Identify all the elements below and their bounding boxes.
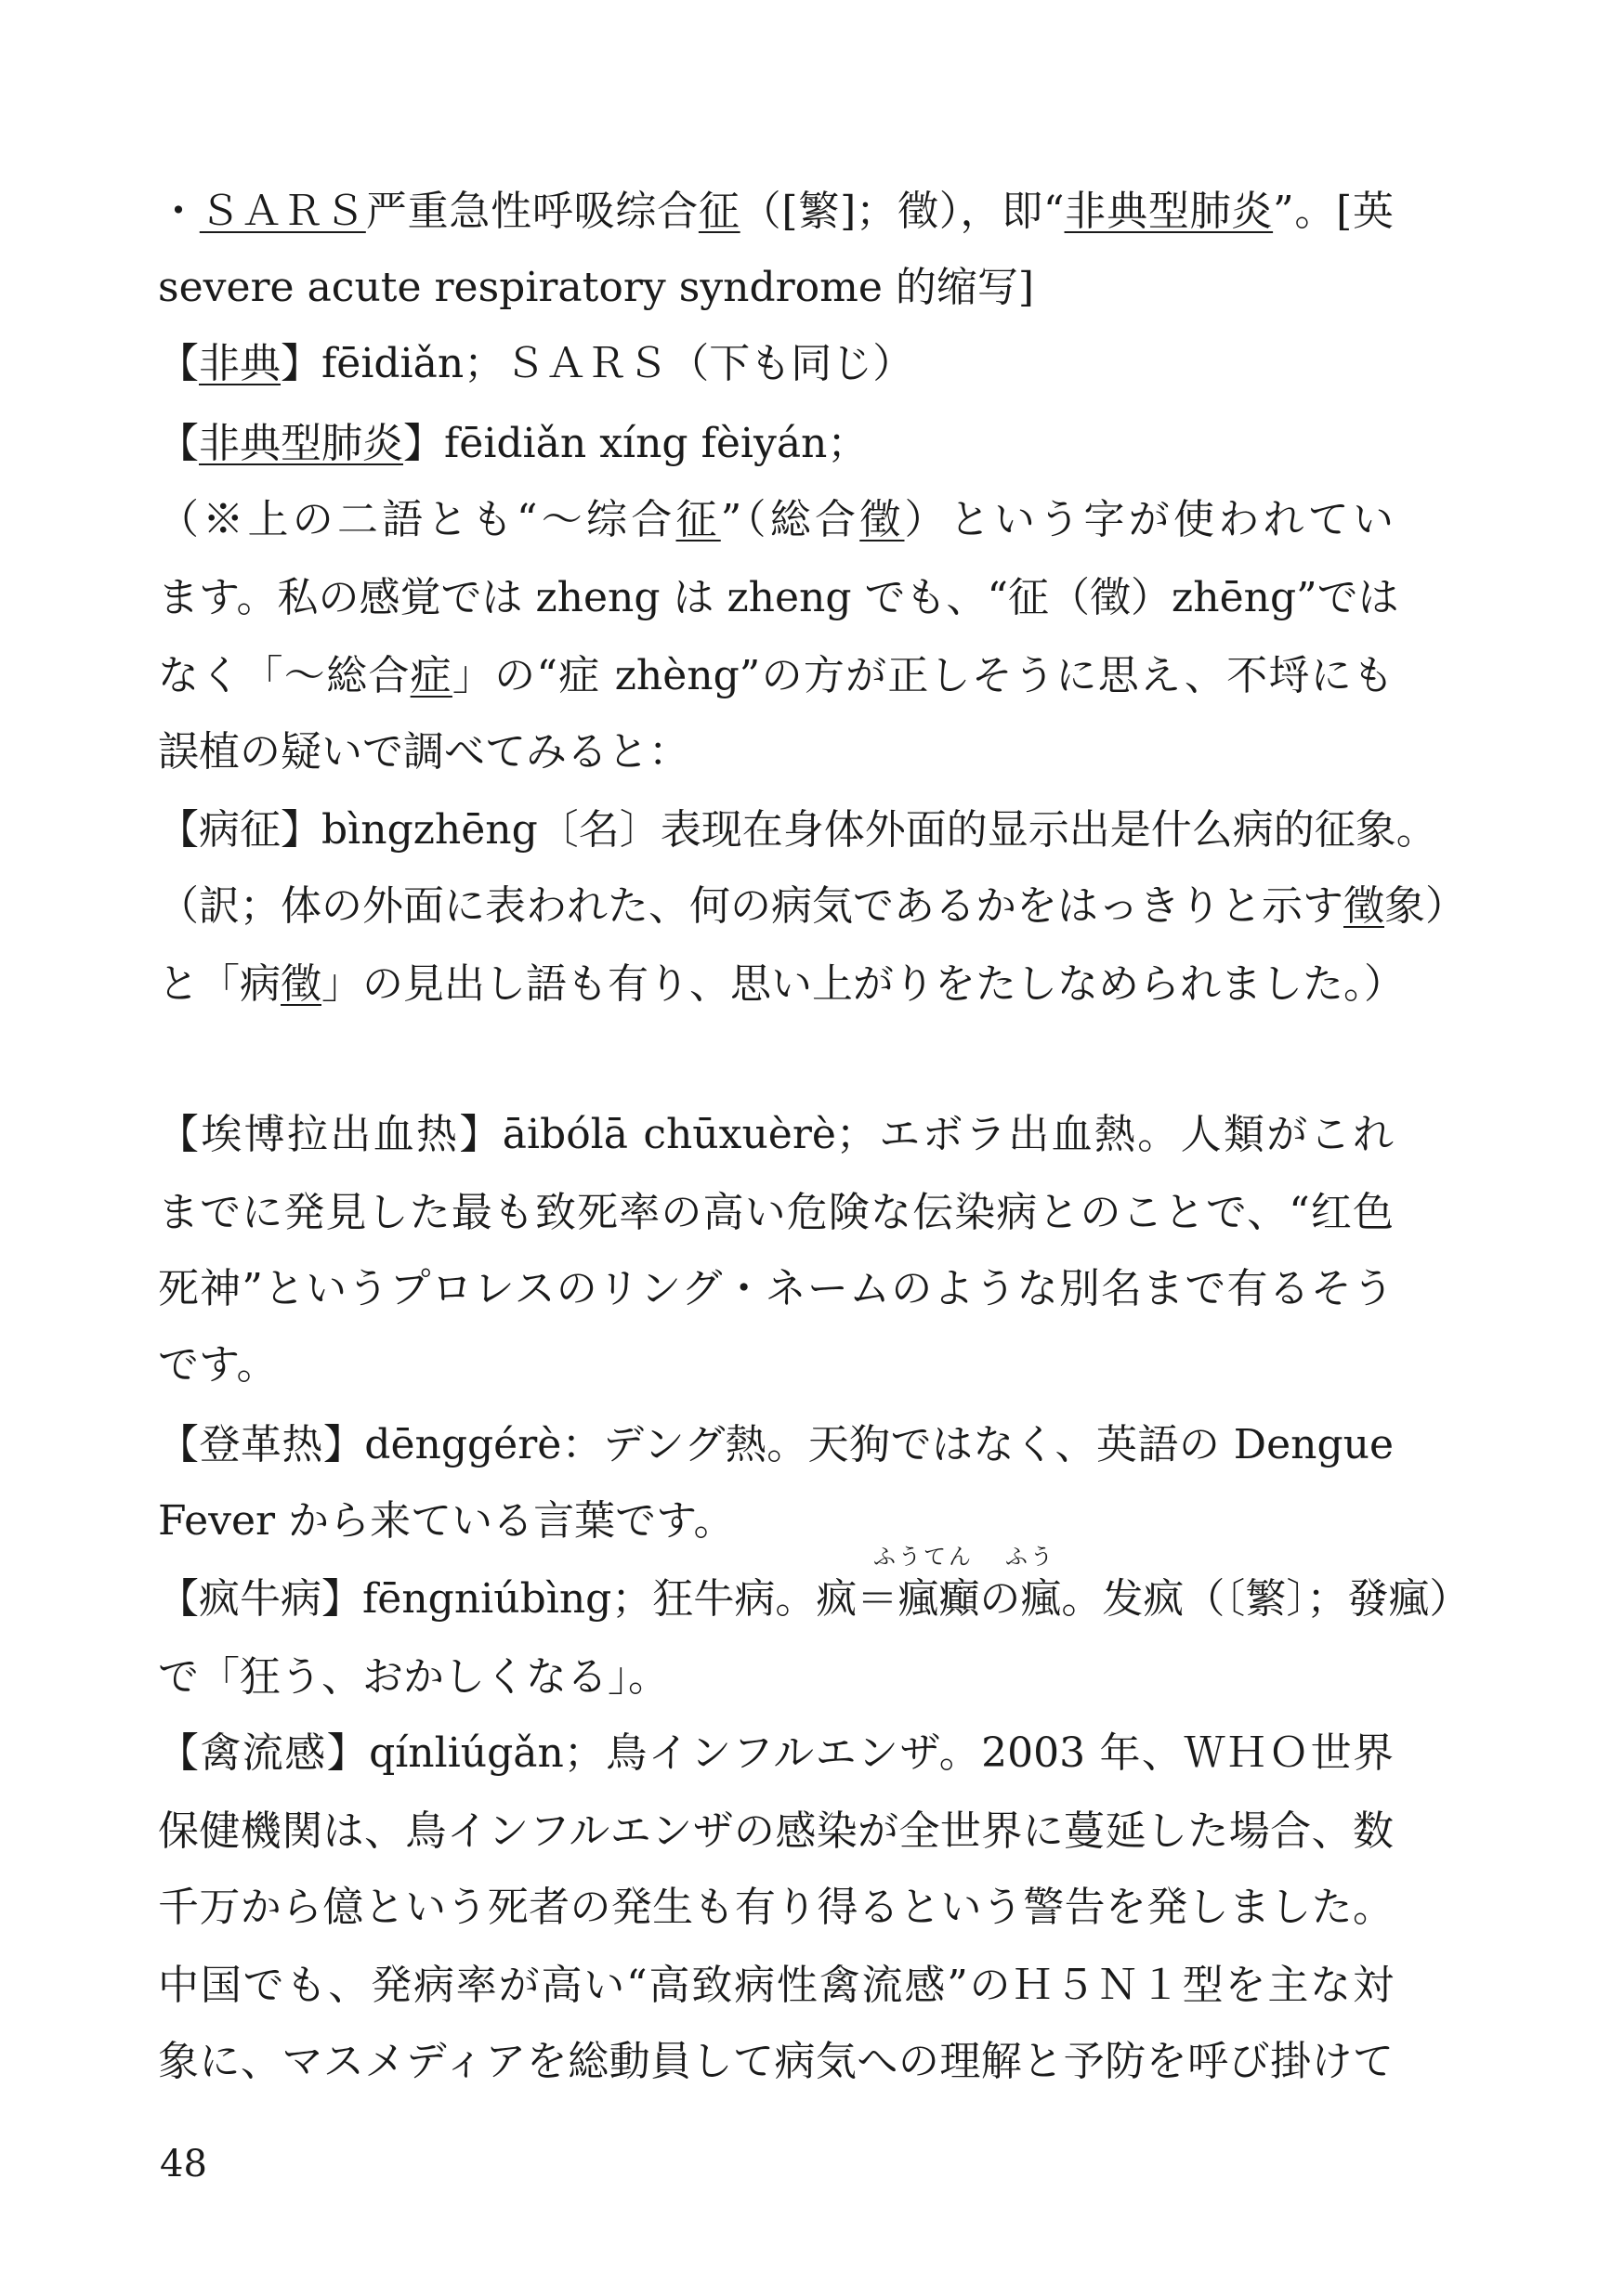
text-line bbox=[158, 1185, 1394, 1241]
text-run: 【登革热】dēnggérè：デング熱。天狗ではなく、英語の Dengue bbox=[158, 1421, 1394, 1468]
text-run: Fever から来ている言葉です。 bbox=[158, 1497, 735, 1545]
text-run: （※上の二語とも“～综合 bbox=[158, 496, 676, 543]
text-run: ”（総合 bbox=[720, 496, 860, 543]
text-run: 死神”というプロレスのリング・ネームのような別名まで有るそう bbox=[158, 1265, 1394, 1312]
text-line bbox=[158, 492, 1394, 548]
text-run: 】fēidiǎn xíng fèiyán； bbox=[403, 420, 869, 467]
text-line bbox=[158, 1417, 1394, 1473]
text-line bbox=[158, 1726, 1394, 1781]
text-line bbox=[158, 1804, 1394, 1859]
ruby-fuu: ふう bbox=[1005, 1544, 1055, 1570]
text-run: 象に、マスメディアを総動員して病気への理解と予防を呼び掛けて bbox=[158, 2038, 1394, 2085]
text-line bbox=[158, 2034, 1394, 2090]
underlined-term: 征 bbox=[675, 496, 721, 543]
text-run: 【 bbox=[158, 340, 199, 387]
text-line bbox=[158, 802, 1437, 858]
text-line bbox=[158, 879, 1466, 934]
underlined-term: 非典型肺炎 bbox=[199, 420, 403, 467]
text-run: 保健機関は、鳥インフルエンザの感染が全世界に蔓延した場合、数 bbox=[158, 1807, 1394, 1855]
text-run: 千万から億という死者の発生も有り得るという警告を発しました。 bbox=[158, 1884, 1394, 1931]
underlined-term: ＳＡＲＳ bbox=[199, 188, 366, 235]
text-run: なく「～総合 bbox=[158, 652, 411, 699]
text-run: 】fēidiǎn；ＳＡＲＳ（下も同じ） bbox=[281, 340, 914, 387]
text-run: までに発見した最も致死率の高い危険な伝染病とのことで、“红色 bbox=[158, 1189, 1394, 1236]
underlined-term: 徵 bbox=[281, 960, 321, 1008]
text-line bbox=[158, 1337, 1394, 1393]
text-run: 【埃博拉出血热】āibólā chūxuèrè；エボラ出血熱。人類がこれ bbox=[158, 1111, 1394, 1158]
text-line bbox=[158, 416, 1394, 472]
text-line bbox=[158, 1880, 1394, 1936]
text-line bbox=[158, 957, 1405, 1012]
text-line bbox=[158, 724, 1394, 780]
text-run: 【 bbox=[158, 420, 199, 467]
text-line bbox=[158, 1572, 1471, 1627]
text-run: です。 bbox=[158, 1341, 278, 1389]
text-run: 【病征】bìngzhēng〔名〕表现在身体外面的显示出是什么病的征象。 bbox=[158, 806, 1437, 854]
text-line bbox=[158, 1650, 1394, 1705]
text-line bbox=[158, 570, 1399, 626]
page-number: 48 bbox=[160, 2143, 207, 2185]
text-run: 」の見出し語も有り、思い上がりをたしなめられました。） bbox=[321, 960, 1405, 1008]
text-line bbox=[158, 260, 1394, 316]
text-run: 中国でも、発病率が高い“高致病性禽流感”のＨ５Ｎ１型を主な対 bbox=[158, 1962, 1394, 2009]
text-line bbox=[158, 648, 1394, 704]
underlined-term: 非典 bbox=[199, 340, 281, 387]
text-run: と「病 bbox=[158, 960, 281, 1008]
text-run: （[繁]；徵），即“ bbox=[740, 188, 1065, 235]
underlined-term: 症 bbox=[410, 652, 452, 699]
text-run: ます。私の感覚では zheng は zheng でも、“征（徵）zhēng”では bbox=[158, 574, 1399, 621]
text-run: ）という字が使われてい bbox=[904, 496, 1394, 543]
text-run: （訳；体の外面に表われた、何の病気であるかをはっきりと示す bbox=[158, 882, 1343, 930]
underlined-term: 徵 bbox=[1343, 882, 1384, 930]
text-run: 象） bbox=[1384, 882, 1466, 930]
text-line bbox=[158, 1958, 1394, 2014]
underlined-term: 非典型肺炎 bbox=[1064, 188, 1274, 235]
text-line bbox=[158, 1494, 1394, 1549]
text-run: で「狂う、おかしくなる」。 bbox=[158, 1653, 669, 1701]
text-line bbox=[158, 184, 1394, 240]
underlined-term: 徵 bbox=[859, 496, 905, 543]
text-line bbox=[158, 1261, 1394, 1317]
ruby-fuuten: ふうてん bbox=[873, 1544, 974, 1570]
text-run: 严重急性呼吸综合 bbox=[365, 188, 699, 235]
text-run: 」の“症 zhèng”の方が正しそうに思え、不埒にも bbox=[452, 652, 1394, 699]
text-line bbox=[158, 1107, 1394, 1163]
text-line bbox=[158, 336, 1394, 392]
underlined-term: 征 bbox=[698, 188, 740, 235]
text-run: ”。[英 bbox=[1273, 188, 1395, 235]
text-run: 誤植の疑いで調べてみると： bbox=[158, 728, 689, 776]
text-run: ・ bbox=[158, 188, 200, 235]
text-run: 【禽流感】qínliúgǎn；鳥インフルエンザ。2003 年、ＷＨＯ世界 bbox=[158, 1729, 1394, 1777]
text-run: 【疯牛病】fēngniúbìng；狂牛病。疯＝瘋癲の瘋。发疯（〔繁〕；發瘋） bbox=[158, 1575, 1471, 1623]
text-run: severe acute respiratory syndrome 的缩写] bbox=[158, 264, 1035, 311]
